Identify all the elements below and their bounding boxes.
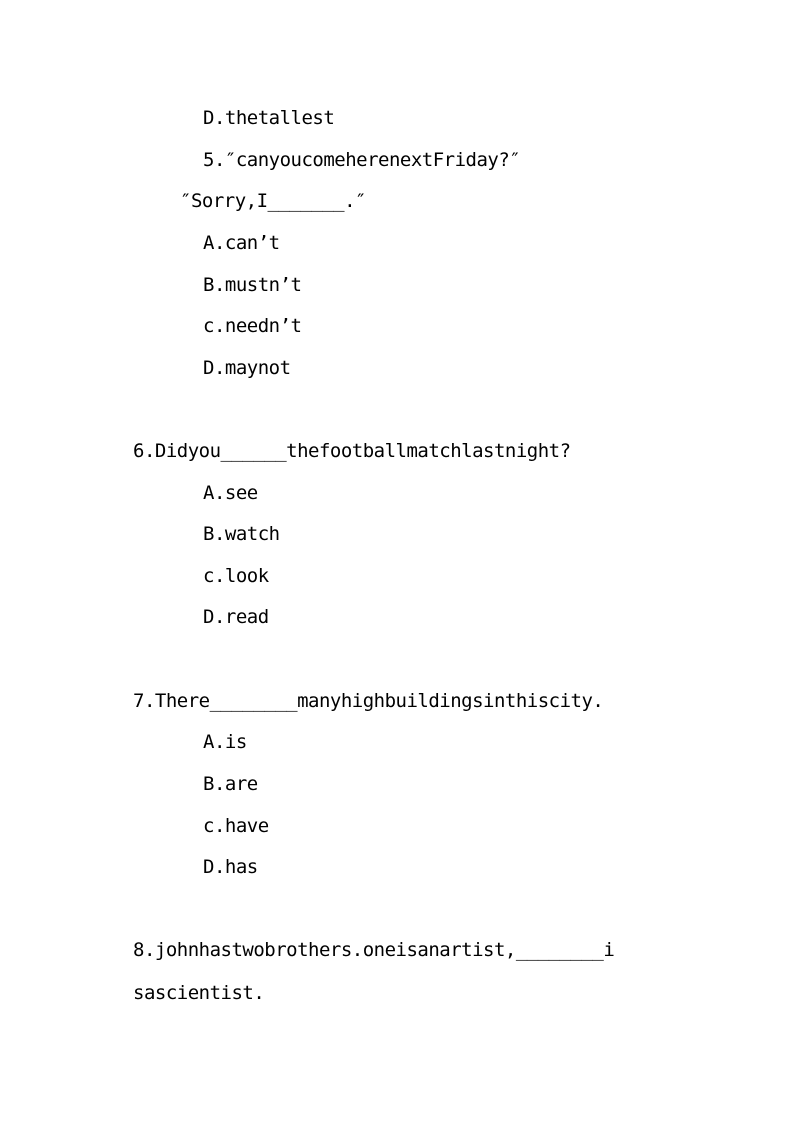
q6-option-c: c.look [203,565,269,587]
q6-option-b: B.watch [203,523,280,545]
q5-reply: ″Sorry,I_______.″ [180,190,366,212]
q6-option-d: D.read [203,606,269,628]
q8-stem-line-1: 8.johnhastwobrothers.oneisanartist,________i [133,939,615,961]
q7-option-b: B.are [203,773,258,795]
q5-option-a: A.can’t [203,232,280,254]
q4-option-d: D.thetallest [203,107,335,129]
q5-option-c: c.needn’t [203,315,302,337]
q5-stem: 5.″canyoucomeherenextFriday?″ [203,149,521,171]
q8-stem-line-2: sascientist. [133,982,265,1004]
q5-option-b: B.mustn’t [203,274,302,296]
q6-option-a: A.see [203,482,258,504]
q7-option-c: c.have [203,815,269,837]
q6-stem: 6.Didyou______thefootballmatchlastnight? [133,440,571,462]
q7-stem: 7.There________manyhighbuildingsinthiscity. [133,690,604,712]
q7-option-a: A.is [203,731,247,753]
q5-option-d: D.maynot [203,357,291,379]
q7-option-d: D.has [203,856,258,878]
